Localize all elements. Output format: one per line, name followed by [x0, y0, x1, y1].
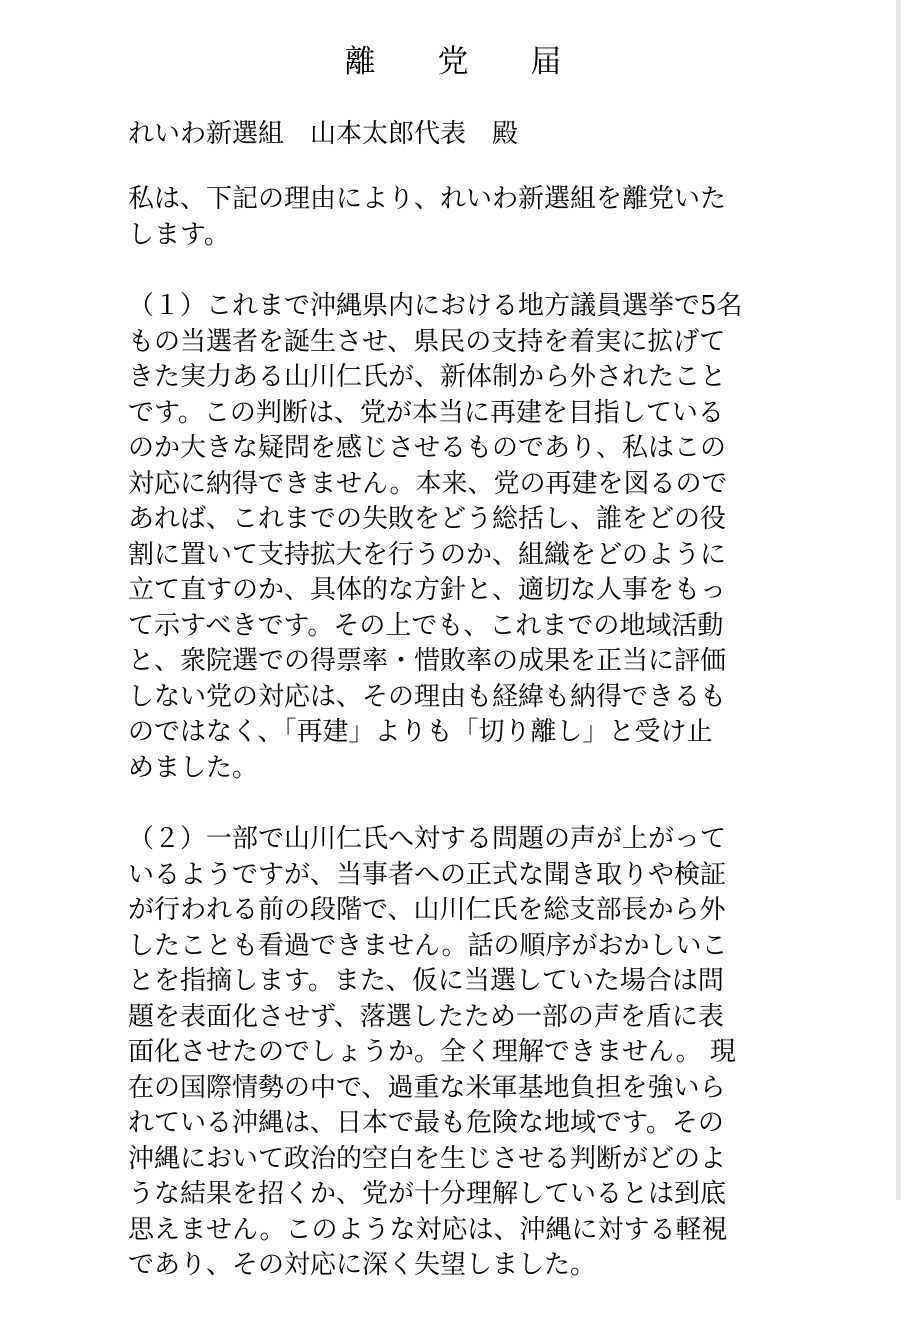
- paragraph-line: 思えません。このような対応は、沖縄に対する軽視: [128, 1214, 728, 1245]
- paragraph-line: もの当選者を誕生させ、県民の支持を着実に拡げて: [128, 326, 726, 357]
- paragraph-line: めました。: [128, 752, 259, 783]
- paragraph-line: きた実力ある山川仁氏が、新体制から外されたこと: [128, 362, 727, 392]
- paragraph-line: 在の国際情勢の中で、過重な米軍基地負担を強いら: [128, 1072, 726, 1103]
- paragraph-line: のではなく、「再建」よりも「切り離し」と受け止: [128, 717, 713, 747]
- paragraph-line: 対応に納得できません。本来、党の再建を図るので: [128, 468, 728, 499]
- paragraph-line: とを指摘します。また、仮に当選していた場合は問: [128, 966, 724, 996]
- reason-paragraph-1: [128, 289, 778, 786]
- paragraph-line: します。: [128, 219, 230, 250]
- paragraph-line: 立て直すのか、具体的な方針と、適切な人事をもっ: [128, 575, 727, 605]
- paragraph-line: （１）これまで沖縄県内における地方議員選挙で5名: [128, 291, 743, 321]
- paragraph-line: いるようですが、当事者への正式な聞き取りや検証: [128, 859, 727, 890]
- paragraph-line: のか大きな疑問を感じさせるものであり、私はこの: [128, 433, 727, 463]
- document-title: 離 党 届: [344, 44, 588, 80]
- paragraph-line: しない党の対応は、その理由も経緯も納得できるも: [128, 681, 727, 712]
- paragraph-line: が行われる前の段階で、山川仁氏を総支部長から外: [128, 895, 726, 925]
- paragraph-line: （２）一部で山川仁氏へ対する問題の声が上がって: [128, 824, 727, 854]
- paragraph-line: と、衆院選での得票率・惜敗率の成果を正当に評価: [128, 646, 727, 676]
- paragraph-line: れている沖縄は、日本で最も危険な地域です。その: [128, 1108, 724, 1138]
- paragraph-line: うな結果を招くか、党が十分理解しているとは到底: [128, 1179, 727, 1209]
- paragraph-line: 面化させたのでしょうか。全く理解できません。 現: [128, 1037, 736, 1067]
- paragraph-line: であり、その対応に深く失望しました。: [128, 1250, 597, 1280]
- paragraph-line: あれば、これまでの失敗をどう総括し、誰をどの役: [128, 504, 727, 534]
- reason-paragraph-2: [128, 822, 778, 1284]
- paragraph-line: です。この判断は、党が本当に再建を目指している: [128, 397, 724, 428]
- paragraph-line: て示すべきです。その上でも、これまでの地域活動: [128, 610, 724, 641]
- intro-paragraph: [128, 182, 778, 253]
- document-body: [128, 32, 778, 1320]
- addressee-line: れいわ新選組 山本太郎代表 殿: [128, 119, 519, 149]
- paragraph-line: 題を表面化させず、落選したため一部の声を盾に表: [128, 1001, 724, 1032]
- paragraph-line: 割に置いて支持拡大を行うのか、組織をどのように: [128, 539, 727, 570]
- paragraph-line: 沖縄において政治的空白を生じさせる判断がどのよ: [128, 1143, 727, 1174]
- paragraph-line: 私は、下記の理由により、れいわ新選組を離党いた: [128, 184, 727, 214]
- scrollbar[interactable]: [896, 0, 901, 1200]
- paragraph-line: したことも看過できません。話の順序がおかしいこ: [128, 930, 728, 961]
